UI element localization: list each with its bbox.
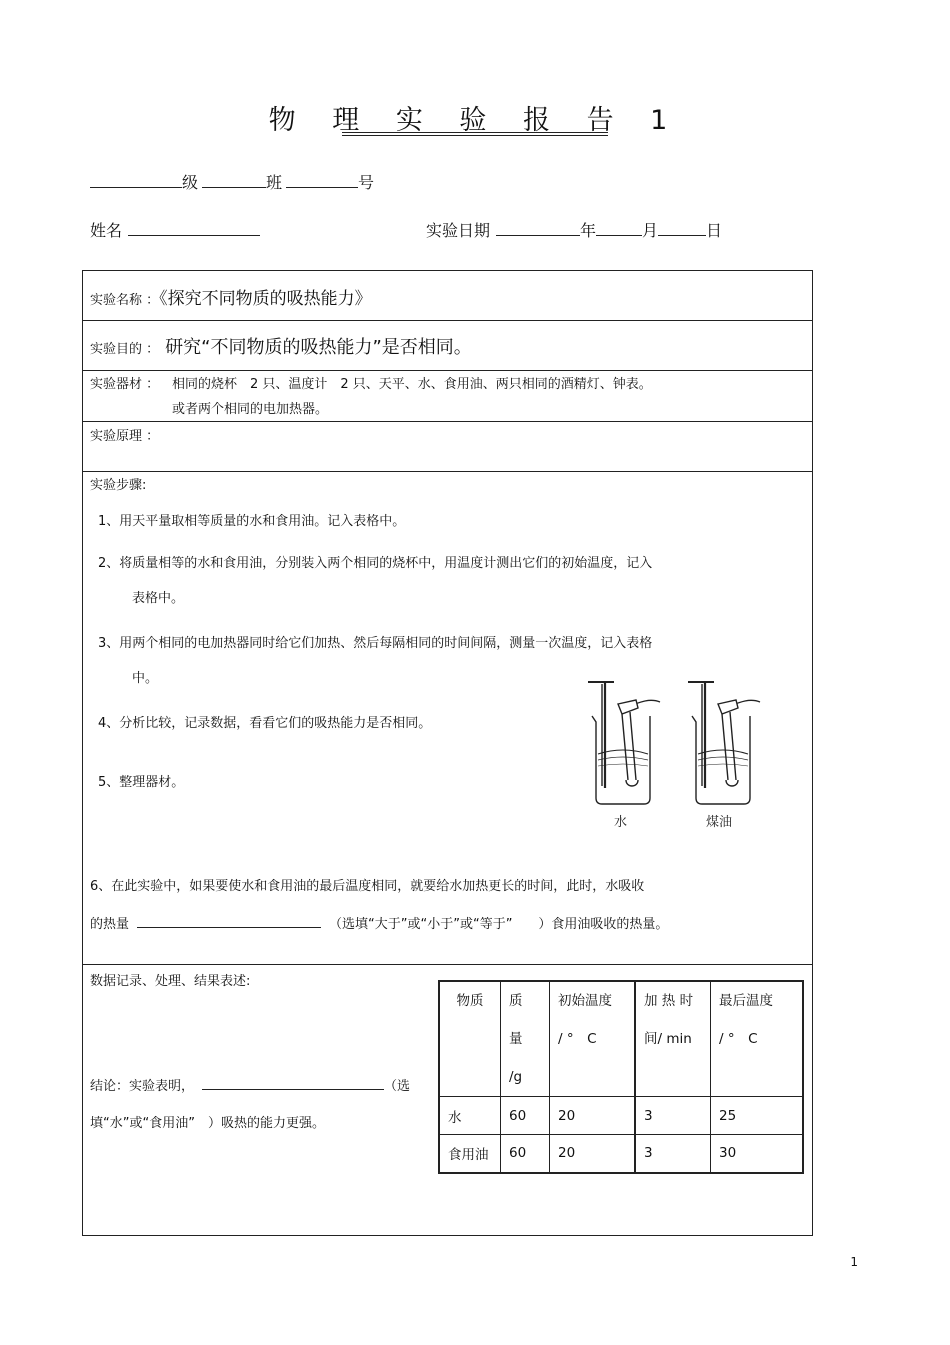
class-label: 班	[266, 173, 283, 192]
number-blank[interactable]	[286, 171, 358, 188]
equipment-line-1: 相同的烧杯 2 只、温度计 2 只、天平、水、食用油、两只相同的酒精灯、钟表。	[172, 377, 652, 392]
conclusion-prefix: 结论：实验表明，	[90, 1079, 195, 1094]
name-label: 姓名	[90, 221, 123, 240]
title-underline	[342, 132, 608, 133]
name-row	[90, 218, 260, 241]
step-3-line-2: 中。	[132, 671, 159, 686]
steps-label: 实验步骤:	[90, 478, 147, 493]
water-beaker-icon	[588, 682, 660, 804]
step-6-line-1: 6、在此实验中，如果要使水和食用油的最后温度相同，就要给水加热更长的时间，此时，水吸收	[90, 879, 645, 894]
table-cell: 60	[501, 1135, 550, 1173]
header-substance: 物质	[439, 981, 501, 1097]
row-divider	[82, 370, 813, 371]
experiment-purpose-row	[90, 333, 472, 359]
step-1: 1、用天平量取相等质量的水和食用油。记入表格中。	[98, 514, 406, 529]
step-2-line-2: 表格中。	[132, 591, 185, 606]
table-cell: 20	[550, 1097, 636, 1135]
table-cell: 20	[550, 1135, 636, 1173]
row-divider	[82, 471, 813, 472]
beaker-figure	[578, 676, 788, 836]
experiment-name-value: 《探究不同物质的吸热能力》	[159, 289, 372, 309]
experiment-name-label: 实验名称 ：	[90, 293, 160, 308]
table-row	[439, 1135, 803, 1173]
table-cell: 食用油	[439, 1135, 501, 1173]
equipment-label: 实验器材 ：	[90, 377, 160, 392]
year-label: 年	[580, 221, 597, 240]
data-table	[438, 980, 804, 1174]
data-section-label: 数据记录、处理、结果表述:	[90, 974, 251, 989]
step-6-line-2	[90, 913, 668, 932]
step-5: 5、整理器材。	[98, 775, 185, 790]
conclusion-line-1	[90, 1075, 410, 1094]
equipment-line-2: 或者两个相同的电加热器。	[172, 402, 329, 417]
date-row	[426, 218, 722, 241]
year-blank[interactable]	[496, 219, 580, 236]
heat-comparison-blank[interactable]	[137, 913, 321, 928]
principle-label: 实验原理 ：	[90, 429, 160, 444]
conclusion-select-hint: （选	[384, 1079, 411, 1094]
table-row	[439, 1097, 803, 1135]
experiment-purpose-value: 研究“不同物质的吸热能力”是否相同。	[165, 337, 472, 358]
experiment-name-row	[90, 284, 372, 309]
class-blank[interactable]	[202, 171, 266, 188]
step-3-line-1: 3、用两个相同的电加热器同时给它们加热、然后每隔相同的时间间隔，测量一次温度，记入表格	[98, 636, 653, 651]
number-label: 号	[358, 173, 375, 192]
conclusion-blank[interactable]	[202, 1075, 384, 1090]
month-label: 月	[642, 221, 659, 240]
figure-label-kerosene: 煤油	[706, 815, 733, 830]
conclusion-line-2: 填“水”或“食用油” ）吸热的能力更强。	[90, 1116, 325, 1131]
grade-label: 级	[182, 173, 199, 192]
grade-class-number-row	[90, 170, 374, 193]
month-blank[interactable]	[596, 219, 642, 236]
table-cell: 3	[635, 1135, 711, 1173]
header-final-temp: 最后温度 / ° C	[711, 981, 804, 1097]
table-header-row	[439, 981, 803, 1097]
row-divider	[82, 320, 813, 321]
day-blank[interactable]	[658, 219, 706, 236]
kerosene-beaker-icon	[688, 682, 760, 804]
page-number: 1	[850, 1255, 858, 1269]
page-title: 物 理 实 验 报 告 1	[268, 105, 682, 136]
table-cell: 3	[635, 1097, 711, 1135]
table-cell: 25	[711, 1097, 804, 1135]
date-label: 实验日期	[426, 221, 491, 240]
grade-blank[interactable]	[90, 171, 182, 188]
step-4: 4、分析比较，记录数据，看看它们的吸热能力是否相同。	[98, 716, 432, 731]
experiment-purpose-label: 实验目的 ：	[90, 342, 160, 357]
row-divider	[82, 964, 813, 965]
row-divider	[82, 421, 813, 422]
table-cell: 水	[439, 1097, 501, 1135]
table-cell: 30	[711, 1135, 804, 1173]
table-cell: 60	[501, 1097, 550, 1135]
step-2-line-1: 2、将质量相等的水和食用油，分别装入两个相同的烧杯中，用温度计测出它们的初始温度，记入	[98, 556, 653, 571]
day-label: 日	[706, 221, 723, 240]
header-heating-time: 加 热 时 间/ min	[635, 981, 711, 1097]
step-6-prefix: 的热量	[90, 917, 130, 932]
header-mass: 质 量 /g	[501, 981, 550, 1097]
step-6-suffix: （选填“大于”或“小于”或“等于” ）食用油吸收的热量。	[329, 917, 669, 932]
title-underline-second	[342, 135, 608, 136]
header-initial-temp: 初始温度 / ° C	[550, 981, 636, 1097]
figure-label-water: 水	[614, 815, 628, 830]
name-blank[interactable]	[128, 219, 260, 236]
